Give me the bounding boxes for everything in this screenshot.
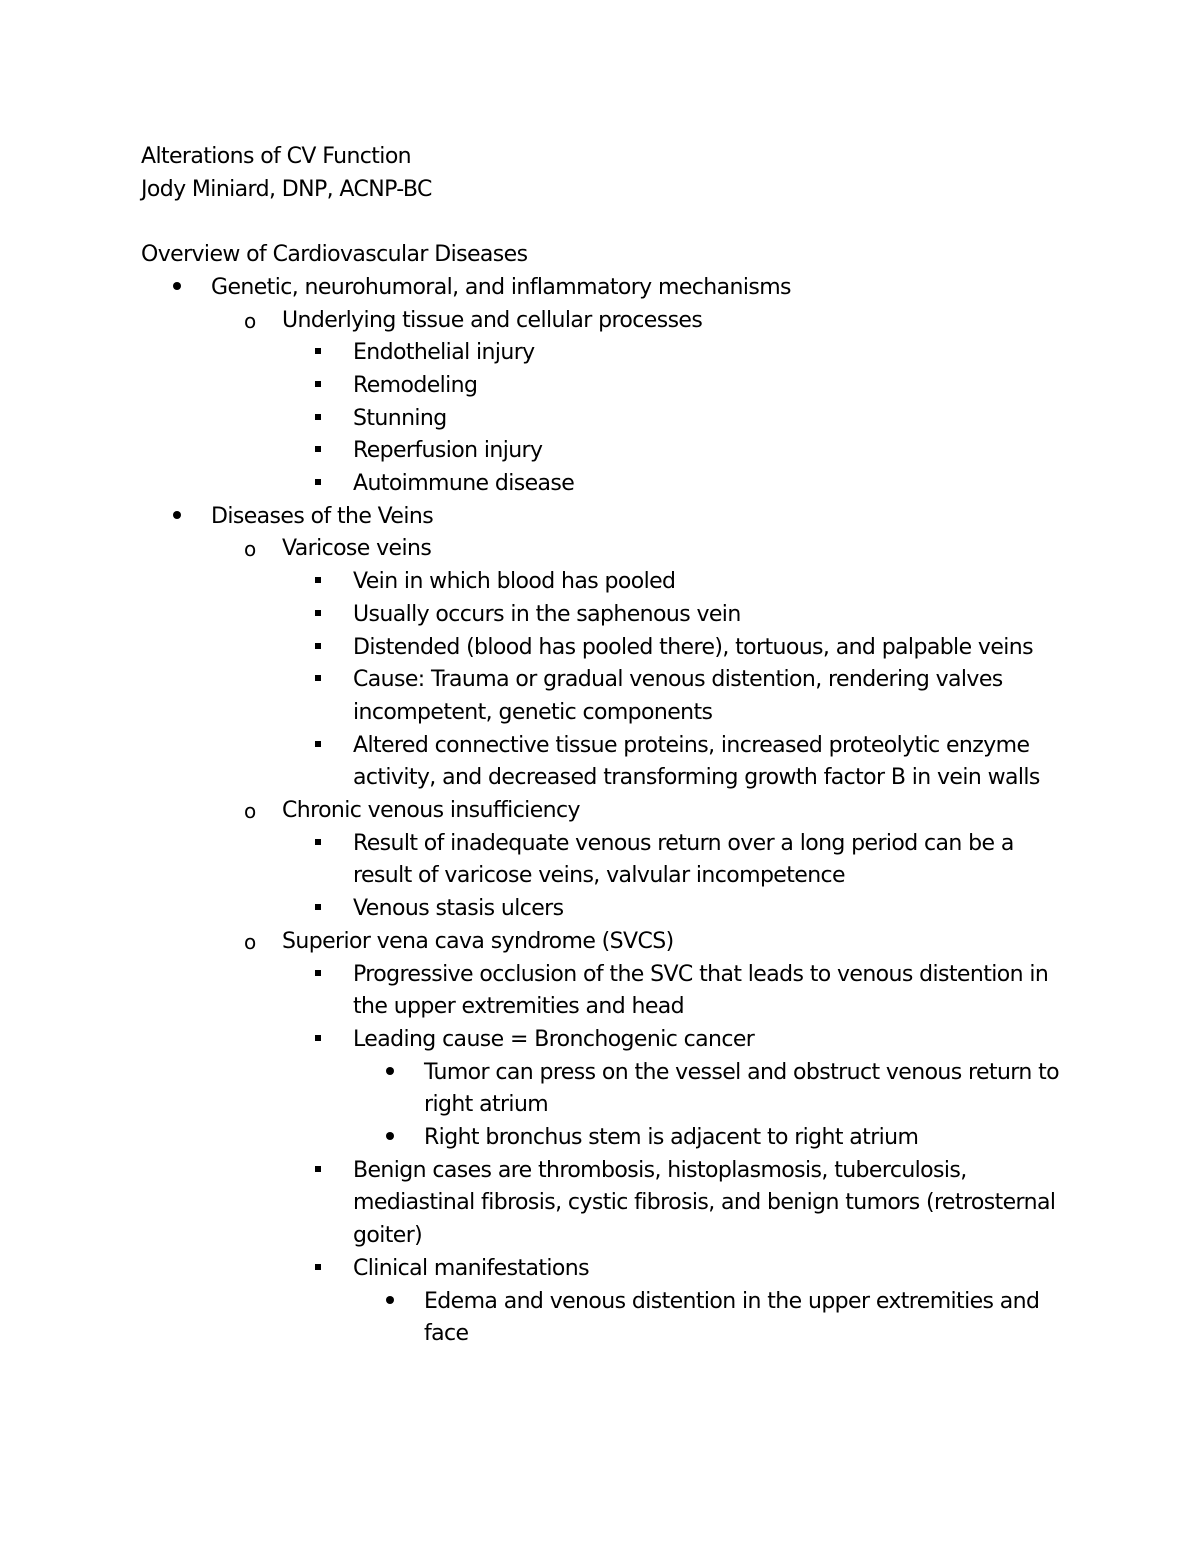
author-line: Jody Miniard, DNP, ACNP-BC [141, 176, 432, 202]
list-item: o Chronic venous insufficiency [141, 795, 1071, 828]
list-item: o Superior vena cava syndrome (SVCS) [141, 926, 1071, 959]
bullet-dot-icon [386, 1057, 394, 1090]
bullet-circle-icon: o [244, 537, 256, 562]
bullet-square-icon [315, 1024, 321, 1057]
bullet-square-icon [315, 599, 321, 632]
bullet-dot-icon [173, 501, 181, 534]
bullet-square-icon [315, 632, 321, 665]
section-heading: Overview of Cardiovascular Diseases [141, 242, 528, 268]
list-item: Right bronchus stem is adjacent to right atrium [141, 1122, 1071, 1155]
bullet-square-icon [315, 959, 321, 992]
bullet-square-icon [315, 893, 321, 926]
bullet-square-icon [315, 730, 321, 763]
document-body [141, 141, 1071, 1351]
list-item: Edema and venous distention in the upper extremities and face [141, 1286, 1071, 1351]
bullet-square-icon [315, 664, 321, 697]
list-item: o Varicose veins [141, 533, 1071, 566]
list-item: Tumor can press on the vessel and obstruct venous return to right atrium [141, 1057, 1071, 1122]
list-item: Diseases of the Veins [141, 501, 1071, 534]
list-item: Autoimmune disease [141, 468, 1071, 501]
list-item: Usually occurs in the saphenous vein [141, 599, 1071, 632]
bullet-square-icon [315, 370, 321, 403]
bullet-circle-icon: o [244, 799, 256, 824]
list-item: Distended (blood has pooled there), tortuous, and palpable veins [141, 632, 1071, 665]
list-item: Cause: Trauma or gradual venous distention, rendering valves incompetent, genetic components [141, 664, 1071, 729]
list-item: o Underlying tissue and cellular processes [141, 305, 1071, 338]
bullet-circle-icon: o [244, 929, 256, 954]
list-item: Endothelial injury [141, 337, 1071, 370]
list-item: Reperfusion injury [141, 435, 1071, 468]
outline-list [141, 272, 1071, 1351]
list-item: Venous stasis ulcers [141, 893, 1071, 926]
list-item: Stunning [141, 403, 1071, 436]
list-item: Altered connective tissue proteins, increased proteolytic enzyme activity, and decreased transforming growth factor B in vein walls [141, 730, 1071, 795]
list-item: Result of inadequate venous return over a long period can be a result of varicose veins, valvular incompetence [141, 828, 1071, 893]
bullet-square-icon [315, 468, 321, 501]
bullet-square-icon [315, 1253, 321, 1286]
bullet-square-icon [315, 337, 321, 370]
bullet-square-icon [315, 435, 321, 468]
list-item: Benign cases are thrombosis, histoplasmosis, tuberculosis, mediastinal fibrosis, cystic fibrosis, and benign tumors (retrosternal goiter) [141, 1155, 1071, 1253]
bullet-dot-icon [173, 272, 181, 305]
bullet-square-icon [315, 828, 321, 861]
bullet-square-icon [315, 566, 321, 599]
bullet-dot-icon [386, 1286, 394, 1319]
bullet-square-icon [315, 1155, 321, 1188]
bullet-dot-icon [386, 1122, 394, 1155]
list-item: Vein in which blood has pooled [141, 566, 1071, 599]
list-item: Progressive occlusion of the SVC that leads to venous distention in the upper extremities and head [141, 959, 1071, 1024]
bullet-circle-icon: o [244, 308, 256, 333]
blank-line [141, 206, 1071, 239]
bullet-square-icon [315, 403, 321, 436]
list-item: Remodeling [141, 370, 1071, 403]
list-item: Genetic, neurohumoral, and inflammatory mechanisms [141, 272, 1071, 305]
document-title: Alterations of CV Function [141, 144, 412, 169]
list-item: Clinical manifestations [141, 1253, 1071, 1286]
list-item: Leading cause = Bronchogenic cancer [141, 1024, 1071, 1057]
